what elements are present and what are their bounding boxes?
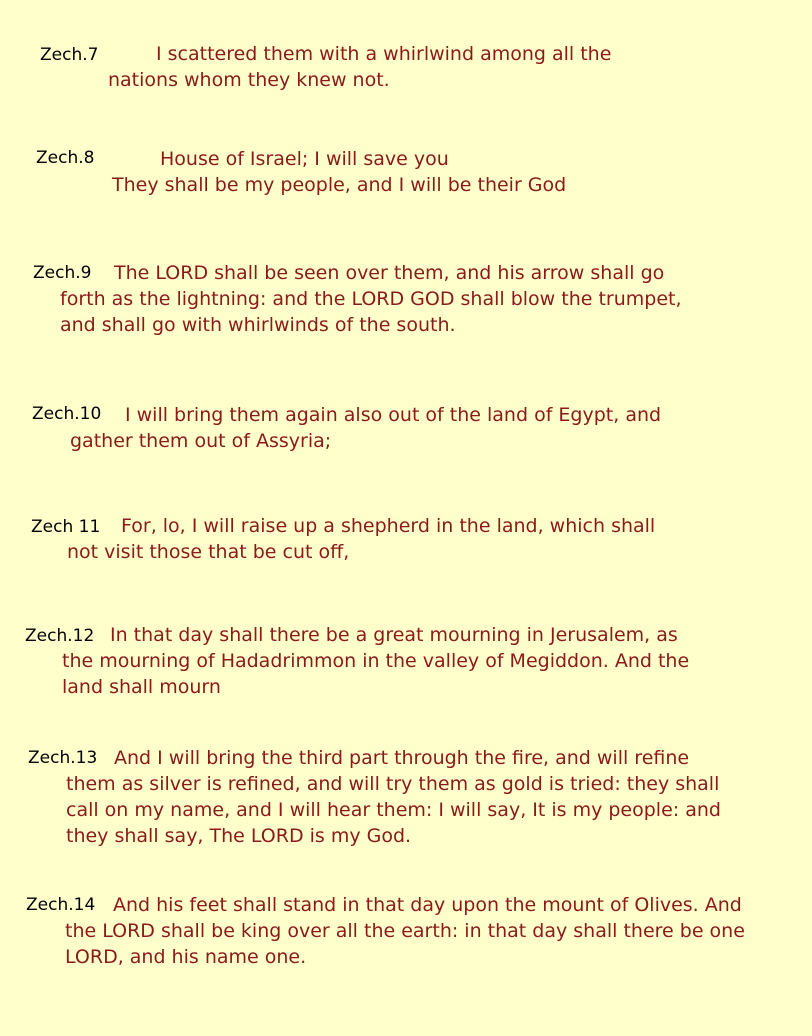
verse-line: and shall go with whirlwinds of the south.: [60, 314, 456, 336]
verse-reference: Zech.13: [28, 748, 98, 768]
verse-line: land shall mourn: [62, 676, 221, 698]
verse-line: House of Israel; I will save you: [160, 148, 449, 170]
verse-line: gather them out of Assyria;: [70, 430, 332, 452]
verse-line: The LORD shall be seen over them, and his arrow shall go: [114, 262, 665, 284]
verse-line: I scattered them with a whirlwind among all the: [156, 43, 612, 65]
verse-line: For, lo, I will raise up a shepherd in the land, which shall: [121, 515, 656, 537]
verse-line: I will bring them again also out of the land of Egypt, and: [125, 404, 662, 426]
verse-line: not visit those that be cut off,: [67, 541, 350, 563]
verse-reference: Zech.7: [40, 45, 99, 65]
verse-reference: Zech.9: [33, 263, 92, 283]
verse-reference: Zech.10: [32, 404, 102, 424]
verse-line: In that day shall there be a great mourning in Jerusalem, as: [110, 624, 678, 646]
verse-line: And I will bring the third part through the fire, and will refine: [114, 747, 690, 769]
verse-line: They shall be my people, and I will be their God: [112, 174, 567, 196]
verse-reference: Zech 11: [31, 517, 101, 537]
verse-line: And his feet shall stand in that day upon the mount of Olives. And: [113, 894, 742, 916]
verse-line: nations whom they knew not.: [108, 69, 390, 91]
verse-line: LORD, and his name one.: [65, 946, 307, 968]
verse-line: the mourning of Hadadrimmon in the valley of Megiddon. And the: [62, 650, 690, 672]
verse-reference: Zech.14: [26, 895, 96, 915]
verse-line: they shall say, The LORD is my God.: [66, 825, 412, 847]
verse-line: call on my name, and I will hear them: I will say, It is my people: and: [66, 799, 721, 821]
verse-line: them as silver is refined, and will try them as gold is tried: they shall: [66, 773, 720, 795]
verse-line: forth as the lightning: and the LORD GOD shall blow the trumpet,: [60, 288, 682, 310]
verse-reference: Zech.8: [36, 148, 95, 168]
verse-reference: Zech.12: [25, 626, 95, 646]
verse-line: the LORD shall be king over all the earth: in that day shall there be one: [65, 920, 745, 942]
